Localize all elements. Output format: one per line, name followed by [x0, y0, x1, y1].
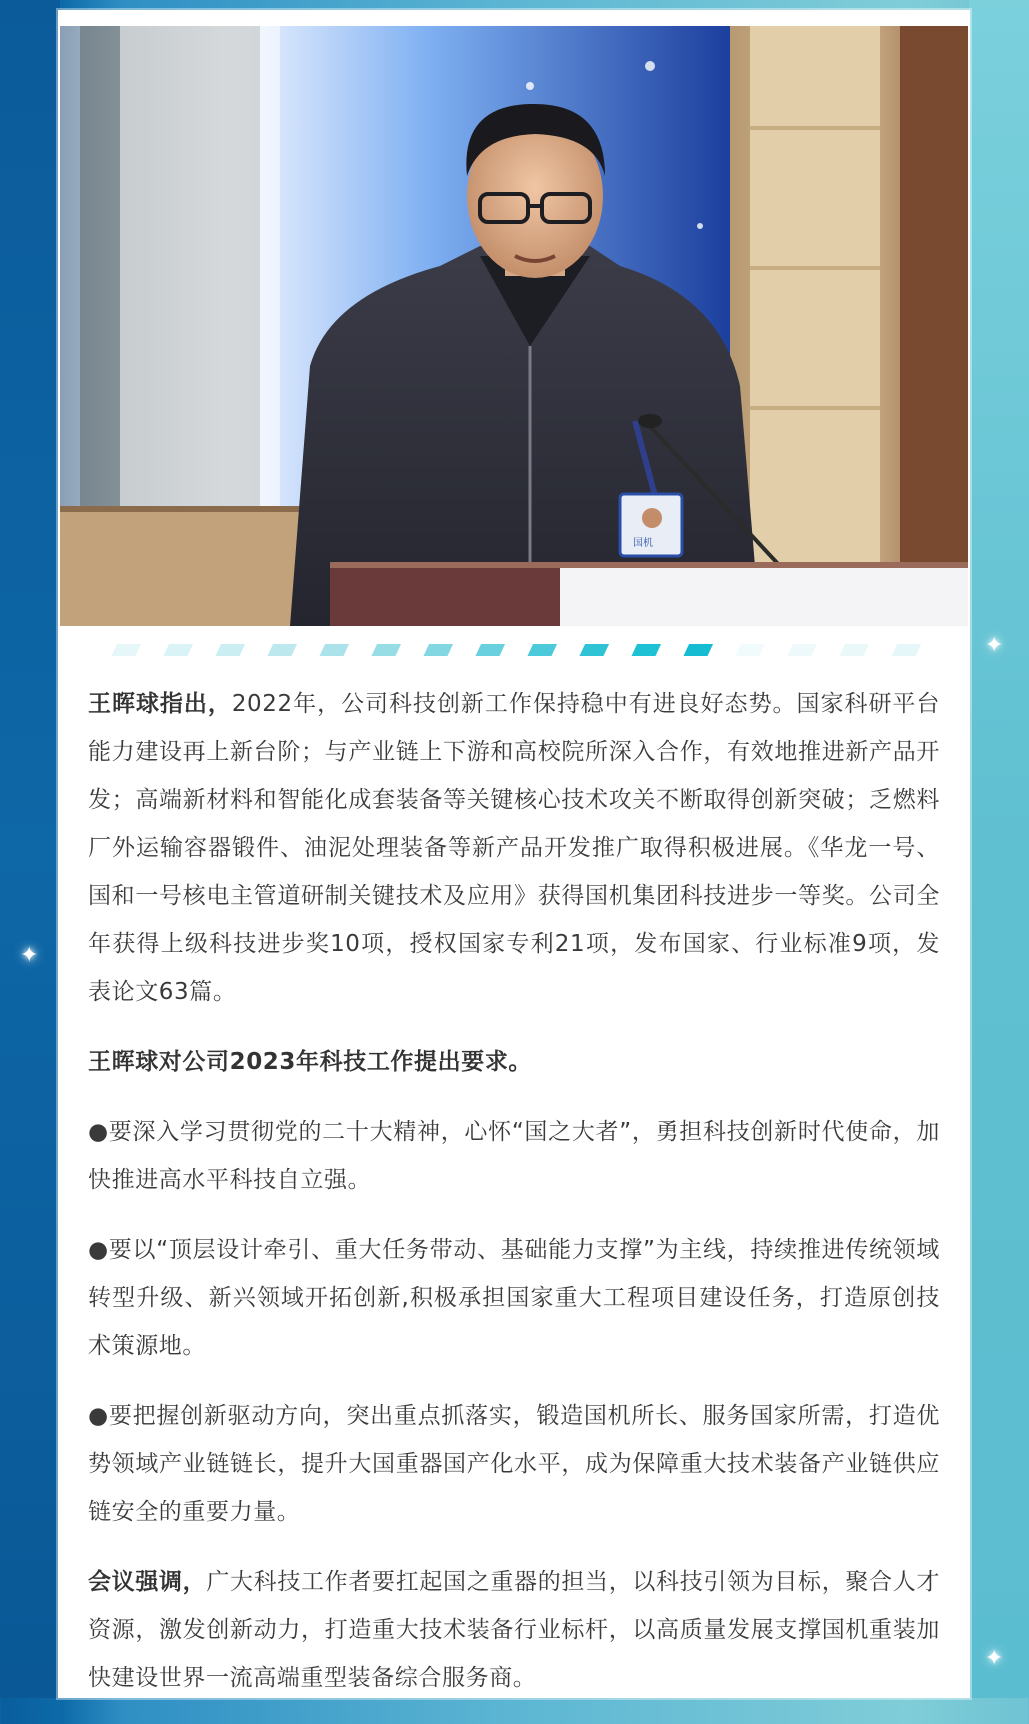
article-card [58, 10, 970, 1698]
requirement-item: ●要以“顶层设计牵引、重大任务带动、基础能力支撑”为主线，持续推进传统领域转型升级、新兴领域开拓创新,积极承担国家重大工程项目建设任务，打造原创技术策源地。 [88, 1237, 940, 1359]
paragraph-text: 2022年，公司科技创新工作保持稳中有进良好态势。国家科研平台能力建设再上新台阶；与产业链上下游和高校院所深入合作，有效地推进新产品开发；高端新材料和智能化成套装备等关键核心技术攻关不断取得创新突破；乏燃料厂外运输容器锻件、油泥处理装备等新产品开发推广取得积极进展。《华龙一号、国和一号核电主管道研制关键技术及应用》获得国机集团科技进步一等奖。公司全年获得上级科技进步奖10项，授权国家专利21项，发布国家、行业标准9项，发表论文63篇。 [88, 691, 940, 1005]
speaker-photo [60, 26, 968, 626]
paragraph-lead: 王晖球指出， [88, 691, 232, 717]
requirement-item: ●要把握创新驱动方向，突出重点抓落实，锻造国机所长、服务国家所需，打造优势领域产业链链长，提升大国重器国产化水平，成为保障重大技术装备产业链供应链安全的重要力量。 [88, 1403, 940, 1525]
decorative-dash-row [108, 642, 928, 658]
paragraph-conclusion [88, 1558, 940, 1702]
paragraph-summary [88, 680, 940, 1016]
sparkle-icon: ✦ [20, 943, 39, 968]
paragraph-requirements-heading [88, 1038, 940, 1086]
right-border [969, 0, 1029, 1698]
requirement-item: ●要深入学习贯彻党的二十大精神，心怀“国之大者”，勇担科技创新时代使命，加快推进高水平科技自立强。 [88, 1119, 940, 1193]
left-border [0, 0, 60, 1698]
paragraph-text: 广大科技工作者要扛起国之重器的担当，以科技引领为目标，聚合人才资源，激发创新动力，打造重大技术装备行业标杆，以高质量发展支撑国机重装加快建设世界一流高端重型装备综合服务商。 [88, 1569, 940, 1691]
paragraph-lead: 会议强调， [88, 1569, 207, 1595]
paragraph-lead: 王晖球对公司2023年科技工作提出要求。 [88, 1049, 533, 1075]
article-body [88, 680, 940, 1724]
badge-text: 国机 [633, 538, 653, 549]
speaker-photo-illustration [60, 26, 968, 626]
sparkle-icon: ✦ [985, 1646, 1004, 1671]
sparkle-icon: ✦ [985, 633, 1004, 658]
